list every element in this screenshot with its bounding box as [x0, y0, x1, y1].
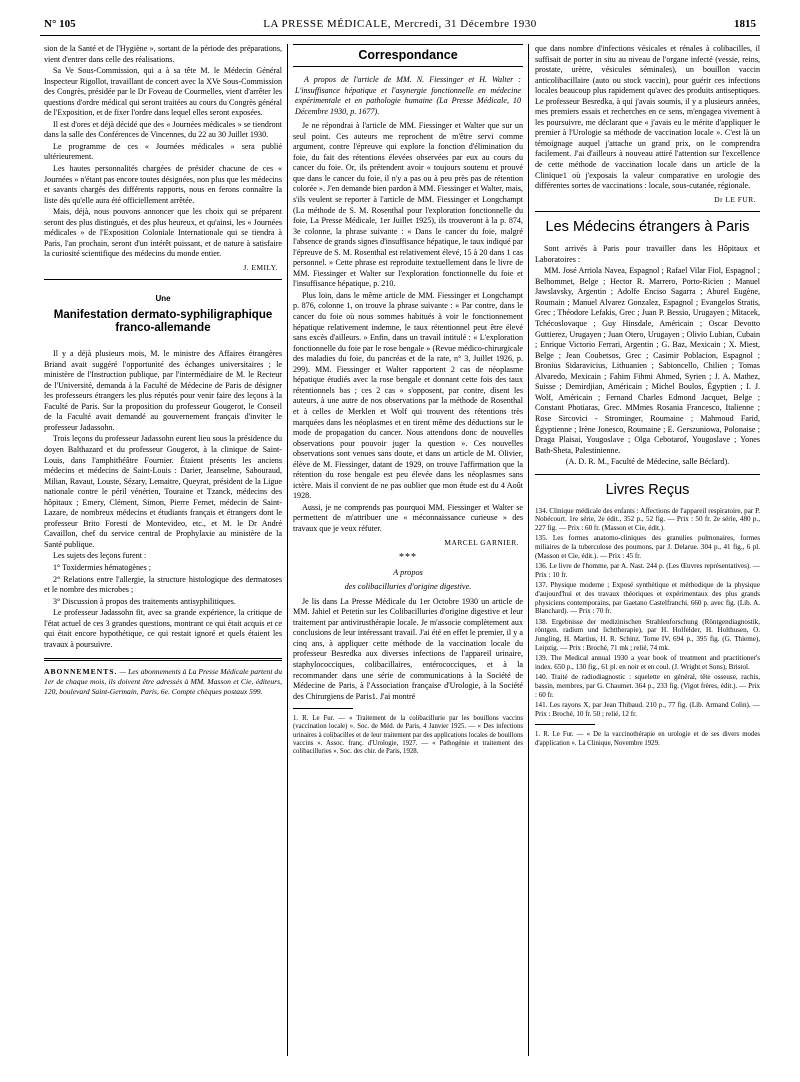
article-title: Manifestation dermato-syphiligraphique franco-allemande — [53, 309, 273, 335]
subheading: A propos — [393, 567, 423, 577]
paragraph: Plus loin, dans le même article de MM. Fiessinger et Longchampt p. 876, colonne 1, on trouve la phrase suivante : « Par contre, dans le cancer du foie où nous sommes habitués à voir le fonctionnement hépatique relativement indemne, le taux rétentionnel peut être élevé sans excès d'ailleurs. » Enfin, dans un travail intitulé : « L'exploration fonctionnelle du foie par le rose bengale » (Revue médico-chirurgicale des maladies du foie, du pancréas et de la rate, n° 3, Juillet 1926, p. 299). MM. Fiessinger et Walter rapportent 2 cas de néoplasme hépatique étudiés avec la rose bengale et donnant cette fois des taux rétentionnels bas ; ces 2 cas « s'opposent, par contre, disent les auteurs, à une autre de nos observations par la méthode de Rosenthal et à celles de Merklen et Wolf qui trouvent des rétentions très marquées dans les néoplasmes et en tirent même des déductions sur le mode de propagation du cancer. Nous attendons donc de nouvelles observations pour pouvoir juger la question ». Ces nouvelles observations sont venues sans doute, et dans un article de M. Olivier, élève de M. Fiessinger, datant de 1929, on trouve l'affirmation que la rétention du rose bengale est peu élevée dans les néoplasmes sans ictère. Mais il convient de ne pas oublier que mon étude est du 4 Août 1928. — [293, 290, 523, 501]
paragraph: Il y a déjà plusieurs mois, M. le ministre des Affaires étrangères Briand avait suggéré l'opportunité des échanges universitaires ; le ministère de l'Instruction publique, par l'intermédiaire de M. le Recteur de l'Université, demanda à la Faculté de Médecine de Paris de désigner les professeurs étrangers les plus réputés pour venir faire des leçons à la Faculté de Paris. Sur la proposition du professeur Gougerot, le Conseil de la Faculté avait demandé au gouvernement français d'inviter le professeur Jadassohn. — [44, 349, 282, 432]
article-kicker: Une — [155, 294, 171, 304]
page-header — [40, 12, 760, 36]
section-header — [293, 44, 523, 67]
paragraph: Je ne répondrai à l'article de MM. Fiessinger et Walter que sur un seul point. Ces auteurs me reprochent de m'être servi comme argument, contre l'épreuve qui explore la fonction d'élimination du foie, du fait des rétentions élevées observées par eux au cours du cancer du foie. Or, ils prétendent avoir « toujours soutenu et prouvé que dans le cancer du foie, il n'y a pas ou à peu près pas de rétention colorée ». J'en demande bien pardon à MM. Fiessinger et Walter, mais, s'ils veulent se reporter à l'article de MM. Fiessinger et Longchampt (La méthode de S. M. Rosenthal pour l'exploration fonctionnelle du foie, La Presse Médicale, 1er Juillet 1925), ils trouveront à la p. 874, 3e colonne, la phrase suivante : « Dans le cancer du foie, malgré l'absence de grands signes d'insuffisance hépatique, le taux indiqué par l'épreuve de S. M. Rosenthal est relativement élevé, 15 à 20 dans 1 cas personnel. » Cette phrase est reproduite textuellement dans le livre de MM. Fiessinger et Walter sur l'exploration fonctionnelle du foie et l'insuffisance hépatique, p. 210. — [293, 121, 523, 289]
paragraph: Sa Ve Sous-Commission, qui a à sa tête M. le Médecin Général Inspecteur Rigollot, travaillant de concert avec la XVe Sous-Commission des Congrès, présidée par le Dr Foveau de Courmelles, vient d'arrêter les questions d'ordre médical qui seront traitées au cours du Congrès général de l'Exposition, et de fixer l'ordre dans lequel elles seront exposées. — [44, 66, 282, 118]
issue-number: N° 105 — [44, 18, 76, 30]
signature: Dr LE FUR. — [714, 194, 756, 204]
paragraph: Aussi, je ne comprends pas pourquoi MM. Fiessinger et Walter se permettent de m'attribuer une « méconnaissance curieuse » des travaux que je veux réfuter. — [293, 502, 523, 533]
paragraph: Le professeur Jadassohn fit, avec sa grande expérience, la critique de l'état actuel de ces 3 grandes questions, montrant ce qui était acquis et ce qui était encore hypothétique, ce qui restait ignoré et quels étaient les travaux à poursuivre. — [44, 608, 282, 649]
subscription-label: ABONNEMENTS. — [44, 667, 118, 677]
paragraph: que dans nombre d'infections vésicales et rénales à colibacilles, il suffisait de porter in situ au niveau de l'organe infecté (vessie, reins, prostate, urètre, vésicules séminales), un bouillon vaccin anticolibacillaire (auto ou stock vaccin), pour guérir ces infections locales beaucoup plus rapidement qu'avec des produits antiseptiques. Le professeur Besredka, à qui j'avais soumis, il y a plusieurs années, mes premiers essais et recherches en ce sens, m'engagea vivement à les poursuivre, me déclarant que « j'avais eu le mérite d'appliquer le premier à l'Urologie sa méthode de vaccination locale ». C'est là un témoignage auquel j'attache un grand prix, on le comprendra facilement. J'ai d'ailleurs à nouveau attiré l'attention sur l'excellence de cette méthode de vaccination locale dans un article de la Clinique1 où j'exposais la valeur comparative en urologie des différentes sortes de vaccinations : locale, sous-cutanée, régionale. — [535, 44, 760, 191]
paragraph: MM. José Arriola Navea, Espagnol ; Rafael Vilar Fiol, Espagnol ; Belhommet, Belge ; Hector R. Marrero, Porto-Ricien ; Manuel Jawslavsky, Argentin ; Adolfe Enciso Sagarra ; Aburel Eugène, Roumain ; Manuel Alvarez Gonzalez, Espagnol ; Evangelos Stratis, Grec ; Théodore Lefakis, Grec ; Juan P. Bessio, Urugayen ; Mitacek, Tchécoslovaque ; Guy Hinsdale, Américain ; Oscar Devotto Guttierez, Urugayen ; Juan Otero, Urugayen ; Olivio Lubian, Cubain ; Enrique Victorio Ferrari, Argentin ; G. Baz, Mexicain ; X. Miest, Belge ; Jean Coubetsos, Grec ; Casimir Poblacion, Espagnol ; Bronius Sidaravicius, Lithuanien ; Sabioncello, Chilien ; Tomas Alvaredo, Mexicain ; Fahim Fihmi Ahmed, Syrien ; J. A. Mathez, Suisse ; Demirdjian, Américain ; Michel Boulos, Égyptien ; I. J. Wolf, Américain ; Fernand Charles Edmond Jacquet, Belge ; Constant Photiaras, Grec. MMmes Rosania Francesco, Italienne ; Rose Sircovici - Strominger, Roumaine ; Mahmoud Farid, Égyptienne ; Irène Jonesco, Roumaine ; E. Gerszuniowa, Polonaise ; Draga Plaisai, Yougoslave ; Olga Cebotarof, Yougoslave ; Yones Bath-Sheta, Palestinienne. — [535, 266, 760, 455]
paragraph: sion de la Santé et de l'Hygiène », sortant de la période des préparations, vient d'entrer dans celle des réalisations. — [44, 44, 282, 64]
divider — [44, 658, 282, 661]
signature: J. EMILY. — [243, 262, 278, 272]
paragraph: Je lis dans La Presse Médicale du 1er Octobre 1930 un article de MM. Jahiel et Petetin sur les Colibacilluries d'origine digestive et leur traitement par antivirusthérapie locale. Je m'associe complètement aux conclusions de leur intéressant travail. J'ai été en effet le premier, il y a cinq ans, à appliquer cette méthode de la vaccination locale du professeur Besredka aux diverses infections de l'appareil urinaire, staphylococciques, colibacillaires, entérococciques, et à la recommander dans une série de communications à la Société de Médecine de Paris, à l'Association française d'Urologie, à la Société des Chirurgiens de Paris1. J'ai montré — [293, 596, 523, 701]
column-2 — [293, 44, 523, 758]
footnote-divider — [293, 708, 353, 709]
divider — [535, 211, 760, 212]
paragraph: Trois leçons du professeur Jadassohn eurent lieu sous la présidence du doyen Balthazard et du professeur Gougerot, à la clinique de Saint-Louis, dans l'amphithéâtre Fournier. Étaient présents les anciens médecins et médecins de Saint-Louis : Darier, Jeanselme, Sabouraud, Milian, Ravaut, Louste, Sézary, Lemaitre, Queyrat, président de la Ligue nationale contre le péril vénérien, Touraine et Tzanck, médecins des hôpitaux ; Emery, Clément, Simon, Pierre Fernet, médecin de Saint-Lazare, de nombreux médecins et étudiants français et étrangers dont le professeur Brito Foresti de Montevideo, etc., et M. le Dr André Cavaillon, chef du service central de Prophylaxie au ministère de la Santé publique. — [44, 434, 282, 549]
paragraph: 3° Discussion à propos des traitements antisyphilitiques. — [53, 596, 236, 606]
paragraph: Le programme de ces « Journées médicales » sera publié ultérieurement. — [44, 141, 282, 162]
book-entry: 141. Les rayons X, par Jean Thibaud. 210 p., 77 fig. (Lib. Armand Colin). — Prix : Broché, 10 fr. 50 ; relié, 12 fr. — [535, 701, 760, 718]
subheading: des colibacilluries d'origine digestive. — [344, 582, 472, 592]
page-number: 1815 — [734, 18, 756, 30]
signature: MARCEL GARNIER. — [444, 537, 519, 547]
column-divider-2 — [528, 44, 529, 1056]
divider — [44, 279, 282, 280]
book-entry: 140. Traité de radiodiagnostic : squelette en général, tête osseuse, rachis, bassin, membres, par G. Chaumet. 364 p., 233 fig. (Vigot frères, édit.). — Prix : 60 fr. — [535, 673, 760, 699]
divider — [535, 474, 760, 475]
column-divider-1 — [287, 44, 288, 1056]
separator-stars: *** — [399, 552, 417, 564]
footnote: 1. R. Le Fur. — « De la vaccinothérapie en urologie et de ses divers modes d'application ». La Clinique, Novembre 1929. — [535, 731, 760, 747]
footnote-divider — [535, 724, 595, 725]
journal-title: LA PRESSE MÉDICALE, Mercredi, 31 Décembre 1930 — [263, 18, 537, 30]
paragraph: Mais, déjà, nous pouvons annoncer que les choix qui se préparent seront des plus distingués, et des plus heureux, et qu'ainsi, les « Journées médicales » de l'Exposition Coloniale Internationale qui se tiendra à Paris, l'an prochain, seront d'un intérêt puissant, et de nature à satisfaire la curiosité scientifique des médecins du monde entier. — [44, 207, 282, 259]
intro-paragraph: A propos de l'article de MM. N. Fiessinger et H. Walter : L'insuffisance hépatique et l'asynergie fonctionnelle en médecine expérimentale et en pathologie humaine (La Presse Médicale, 10 Décembre 1930, p. 1677). — [295, 75, 521, 116]
footnote: 1. R. Le Fur. — « Traitement de la colibacillurie par les bouillons vaccins (vaccination locale) ». Soc. de Méd. de Paris, 4 Janvier 1925. — « Des infections urinaires à colibacilles et de leur traitement par des applications locales de bouillons vaccins ». Assoc. franç. d'Urologie, 1927. — « Pathogénie et traitement des colibacilluries ». Soc. des chir. de Paris, 1928. — [293, 715, 523, 756]
paragraph: 1° Toxidermies hématogènes ; — [53, 562, 152, 572]
paragraph: Sont arrivés à Paris pour travailler dans les Hôpitaux et Laboratoires : — [535, 244, 760, 264]
book-list — [535, 507, 760, 719]
book-entry: 137. Physique moderne ; Exposé synthétique et méthodique de la physique d'aujourd'hui et des travaux théoriques et expérimentaux des plus grands physiciens contemporains, par Gaetano Castelfranchi. 660 p. avec fig. (Lib. A. Blanchard). — Prix : 70 fr. — [535, 581, 760, 616]
book-entry: 134. Clinique médicale des enfants : Affections de l'appareil respiratoire, par P. Nobécourt. 1re série, 2e édit., 352 p., 52 fig. — Prix : 50 fr. 2e série, 480 p., 227 fig. — Prix : 60 fr. (Masson et Cie, édit.). — [535, 506, 760, 532]
book-entry: 139. The Medical annual 1930 a year book of treatment and practitioner's index. 650 p., 130 fig., 61 pl. en noir et en coul. (J. Wright et Sons), Bristol. — [535, 654, 760, 671]
section-title: Correspondance — [358, 48, 458, 62]
paragraph: 2° Relations entre l'allergie, la structure histologique des dermatoses et le nombre des microbes ; — [44, 574, 282, 595]
subscription-notice — [44, 667, 282, 697]
paragraph: Les sujets des leçons furent : — [53, 551, 147, 561]
book-entry: 135. Les formes anatomo-cliniques des granulies pulmonaires, formes miliaires de la tuberculose des poumons, par J. Delarue. 304 p., 41 fig., 6 pl. (Masson et Cie, édit.). — Prix : 45 fr. — [535, 534, 760, 560]
paragraph: Il est d'ores et déjà décidé que des « Journées médicales » se tiendront dans la salle des Conférences de Vincennes, du 22 au 30 Juillet 1930. — [44, 119, 282, 140]
book-entry: 138. Ergebnisse der medizinischen Strahlenforschung (Röntgendiagnostik, röntgen. radium und lichttherapie), par H. Holfelder, H. Holthusen, O. Jungling, H. Martius, H. R. Schinz. Tome IV, 694 p., 395 fig. (G. Thieme), Leipzig. — Prix : Broché, 71 mk ; relié, 74 mk. — [535, 617, 760, 652]
section-title: Livres Reçus — [605, 481, 690, 498]
subscription-text: — Les abonnements à La Presse Médicale partent du 1er de chaque mois, ils doivent être adressés à MM. Masson et Cie, éditeurs, 120, boulevard Saint-Germain, Paris, 6e. Compte chèques postaux 599. — [44, 667, 282, 697]
column-3 — [535, 44, 760, 749]
paragraph: Les hautes personnalités chargées de présider chacune de ces « Journées » n'étant pas encore toutes désignées, non plus que les médecins et savants chargés des différents rapports, nous en ferons connaître la liste dès qu'elle aura été officiellement arrêtée. — [44, 164, 282, 205]
paragraph: (A. D. R. M., Faculté de Médecine, salle Béclard). — [565, 457, 730, 467]
column-1 — [44, 44, 282, 698]
book-entry: 136. Le livre de l'homme, par A. Nast. 244 p. (Les Œuvres représentatives). — Prix : 10 fr. — [535, 562, 760, 579]
section-title: Les Médecins étrangers à Paris — [545, 219, 750, 236]
